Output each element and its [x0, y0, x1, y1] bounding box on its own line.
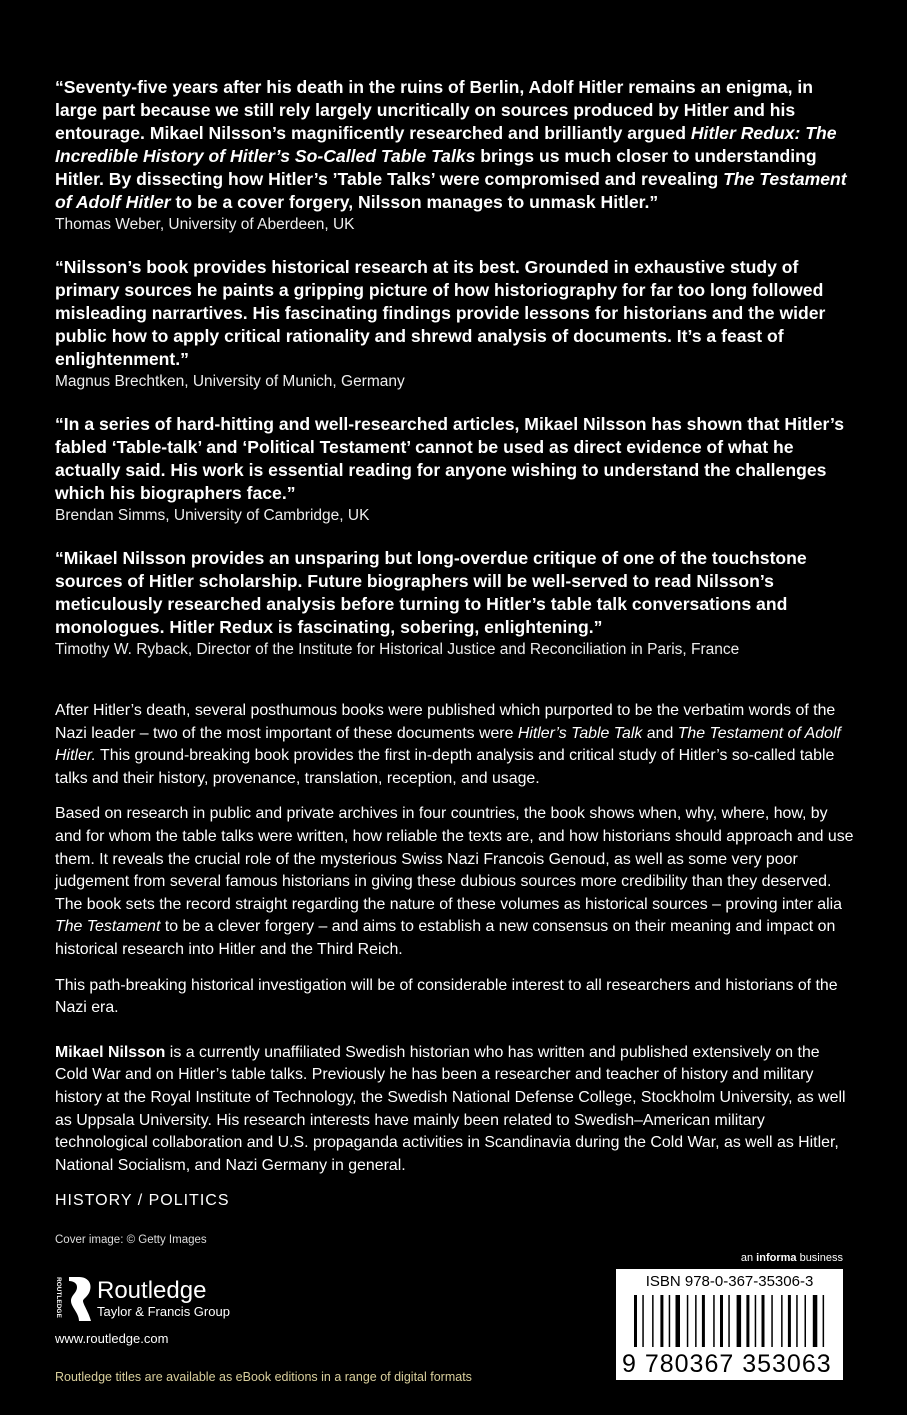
barcode-bar — [823, 1295, 825, 1347]
svg-text:ROUTLEDGE: ROUTLEDGE — [55, 1277, 62, 1319]
barcode-digits: 9 780367 353063 — [622, 1350, 832, 1379]
barcode-bar — [805, 1295, 807, 1347]
endorsement-attribution: Brendan Simms, University of Cambridge, UK — [55, 507, 370, 524]
publisher-block — [55, 1233, 472, 1385]
barcode-bar — [796, 1295, 798, 1347]
routledge-r-icon — [55, 1275, 97, 1323]
endorsement-attribution: Timothy W. Ryback, Director of the Institute for Historical Justice and Reconciliation in Paris, France — [55, 641, 740, 658]
publisher-name: Routledge — [97, 1277, 207, 1305]
description-paragraph — [55, 803, 855, 961]
text-run: After Hitler’s death, several posthumous books were published which purported to be the verbatim words of the Nazi leader – two of the most important of these documents were — [55, 702, 836, 742]
barcode-bar — [642, 1295, 644, 1347]
barcode-bar — [713, 1295, 715, 1347]
barcode-bar — [781, 1295, 783, 1347]
text-run: Hitler’s Table Talk — [517, 724, 643, 742]
publisher-url[interactable]: www.routledge.com — [55, 1331, 169, 1347]
text-run: This ground-breaking book provides the first in-depth analysis and critical study of Hitler’s so-called table talks and their history, provenance, translation, reception, and usage. — [55, 747, 835, 787]
text-run: The Testament — [55, 918, 161, 936]
subject-category: HISTORY / POLITICS — [55, 1192, 230, 1210]
text-run: “Seventy-five years after his death in the ruins of Berlin, Adolf Hitler remains an enigma, in large part because we still rely largely uncritically on sources produced by Hitler and his entourage. Mikael Nilsson’s magnificently researched and brilliantly argued — [55, 77, 814, 143]
barcode-bar — [695, 1295, 697, 1347]
barcode-bar — [720, 1295, 723, 1347]
barcode-bar — [813, 1295, 818, 1347]
endorsement-quote — [55, 76, 855, 214]
text-run: to be a clever forgery – and aims to establish a new consensus on their meaning and impact on historical research into Hitler and the Third Reich. — [55, 918, 836, 958]
author-bio-text — [55, 1042, 855, 1178]
barcode-bar — [702, 1295, 705, 1347]
informa-tagline: an informa business — [740, 1252, 843, 1265]
barcode-bar — [788, 1295, 791, 1347]
endorsement-quote — [55, 547, 855, 639]
endorsement-attribution: Magnus Brechtken, University of Munich, Germany — [55, 373, 405, 390]
publisher-logo — [55, 1275, 472, 1323]
description-paragraph — [55, 975, 855, 1020]
text-run: The Testament of Adolf Hitler. — [55, 724, 841, 765]
barcode-bar — [737, 1295, 742, 1347]
barcode-block — [616, 1233, 843, 1385]
text-run: “In a series of hard-hitting and well-researched articles, Mikael Nilsson has shown that Hitler’s fabled ‘Table-talk’ and ‘Political Testament’ cannot be used as direct evidence of what he actually said. His work is essential reading for anyone wishing to understand the challenges which his biographers face.” — [55, 414, 845, 503]
isbn-text: ISBN 978-0-367-35306-3 — [645, 1273, 814, 1291]
text-run: “Nilsson’s book provides historical research at its best. Grounded in exhaustive study of primary sources he paints a gripping picture of how historiography for far too long followed misleading narrartives. His fascinating findings provide lessons for historians and the wider public how to apply critical rationality and shrewd analysis of documents. It’s a feast of enlightenment.” — [55, 257, 826, 369]
barcode-bar — [728, 1295, 730, 1347]
text-run: is a currently unaffiliated Swedish historian who has written and published extensively on the Cold War and on Hitler’s table talks. Previously he has been a researcher and teacher of history and military history at the Royal Institute of Technology, the Swedish National Defense College, Stockholm University, as well as Uppsala University. His research interests have mainly been related to Swedish–American military technological collaboration and U.S. propaganda activities in Scandinavia during the Cold War, as well as Hitler, National Socialism, and Nazi Germany in general. — [55, 1043, 846, 1174]
endorsements — [55, 76, 855, 660]
text-run: The Testament of Adolf Hitler — [55, 169, 847, 212]
cover-footer — [55, 1233, 855, 1385]
text-run: to be a cover forgery, Nilsson manages to unmask Hitler.” — [170, 192, 659, 212]
barcode-bar — [771, 1295, 773, 1347]
text-run: brings us much closer to understanding Hitler. By dissecting how Hitler’s ’Table Talks’ were compromised and revealing — [55, 146, 817, 189]
cover-credit: Cover image: © Getty Images — [55, 1234, 207, 1247]
text-run: “Mikael Nilsson provides an unsparing but long-overdue critique of one of the touchstone sources of Hitler scholarship. Future biographers will be well-served to read Nilsson’s meticulously researched analysis before turning to Hitler’s table talk conversations and monologues. Hitler Redux is fascinating, sobering, enlightening.” — [55, 548, 807, 637]
barcode-bar — [762, 1295, 765, 1347]
text-run: Hitler Redux: The Incredible History of Hitler’s So-Called Table Talks — [55, 123, 837, 166]
text-run: Mikael Nilsson — [55, 1043, 166, 1061]
text-run: Based on research in public and private archives in four countries, the book shows when, why, where, how, by and for whom the table talks were written, how reliable the texts are, and how historians should approach and use them. It reveals the crucial role of the mysterious Swiss Nazi Francois Genoud, as well as some very poor judgement from several famous historians in giving these dubious sources more credibility than they deserved. The book sets the record straight regarding the nature of these volumes as historical sources – proving inter alia — [55, 805, 854, 913]
ebook-note: Routledge titles are available as eBook editions in a range of digital formats — [55, 1370, 472, 1385]
barcode-bars — [634, 1295, 829, 1347]
barcode-bar — [652, 1295, 654, 1347]
book-description — [55, 700, 855, 1020]
barcode-bar — [687, 1295, 689, 1347]
author-bio — [55, 1042, 855, 1178]
description-paragraph — [55, 700, 855, 790]
endorsement-attribution: Thomas Weber, University of Aberdeen, UK — [55, 216, 355, 233]
text-run: and — [642, 724, 678, 742]
barcode-bar — [676, 1295, 681, 1347]
endorsement-quote — [55, 413, 855, 505]
back-cover — [55, 0, 855, 1415]
barcode-bar — [634, 1295, 637, 1347]
endorsement-quote — [55, 256, 855, 371]
barcode-bar — [755, 1295, 757, 1347]
barcode-bar — [746, 1295, 749, 1347]
isbn-barcode — [616, 1269, 843, 1380]
publisher-group: Taylor & Francis Group — [97, 1304, 230, 1320]
barcode-bar — [669, 1295, 671, 1347]
barcode-bar — [660, 1295, 663, 1347]
text-run: This path-breaking historical investigation will be of considerable interest to all researchers and historians of the Nazi era. — [55, 976, 838, 1017]
